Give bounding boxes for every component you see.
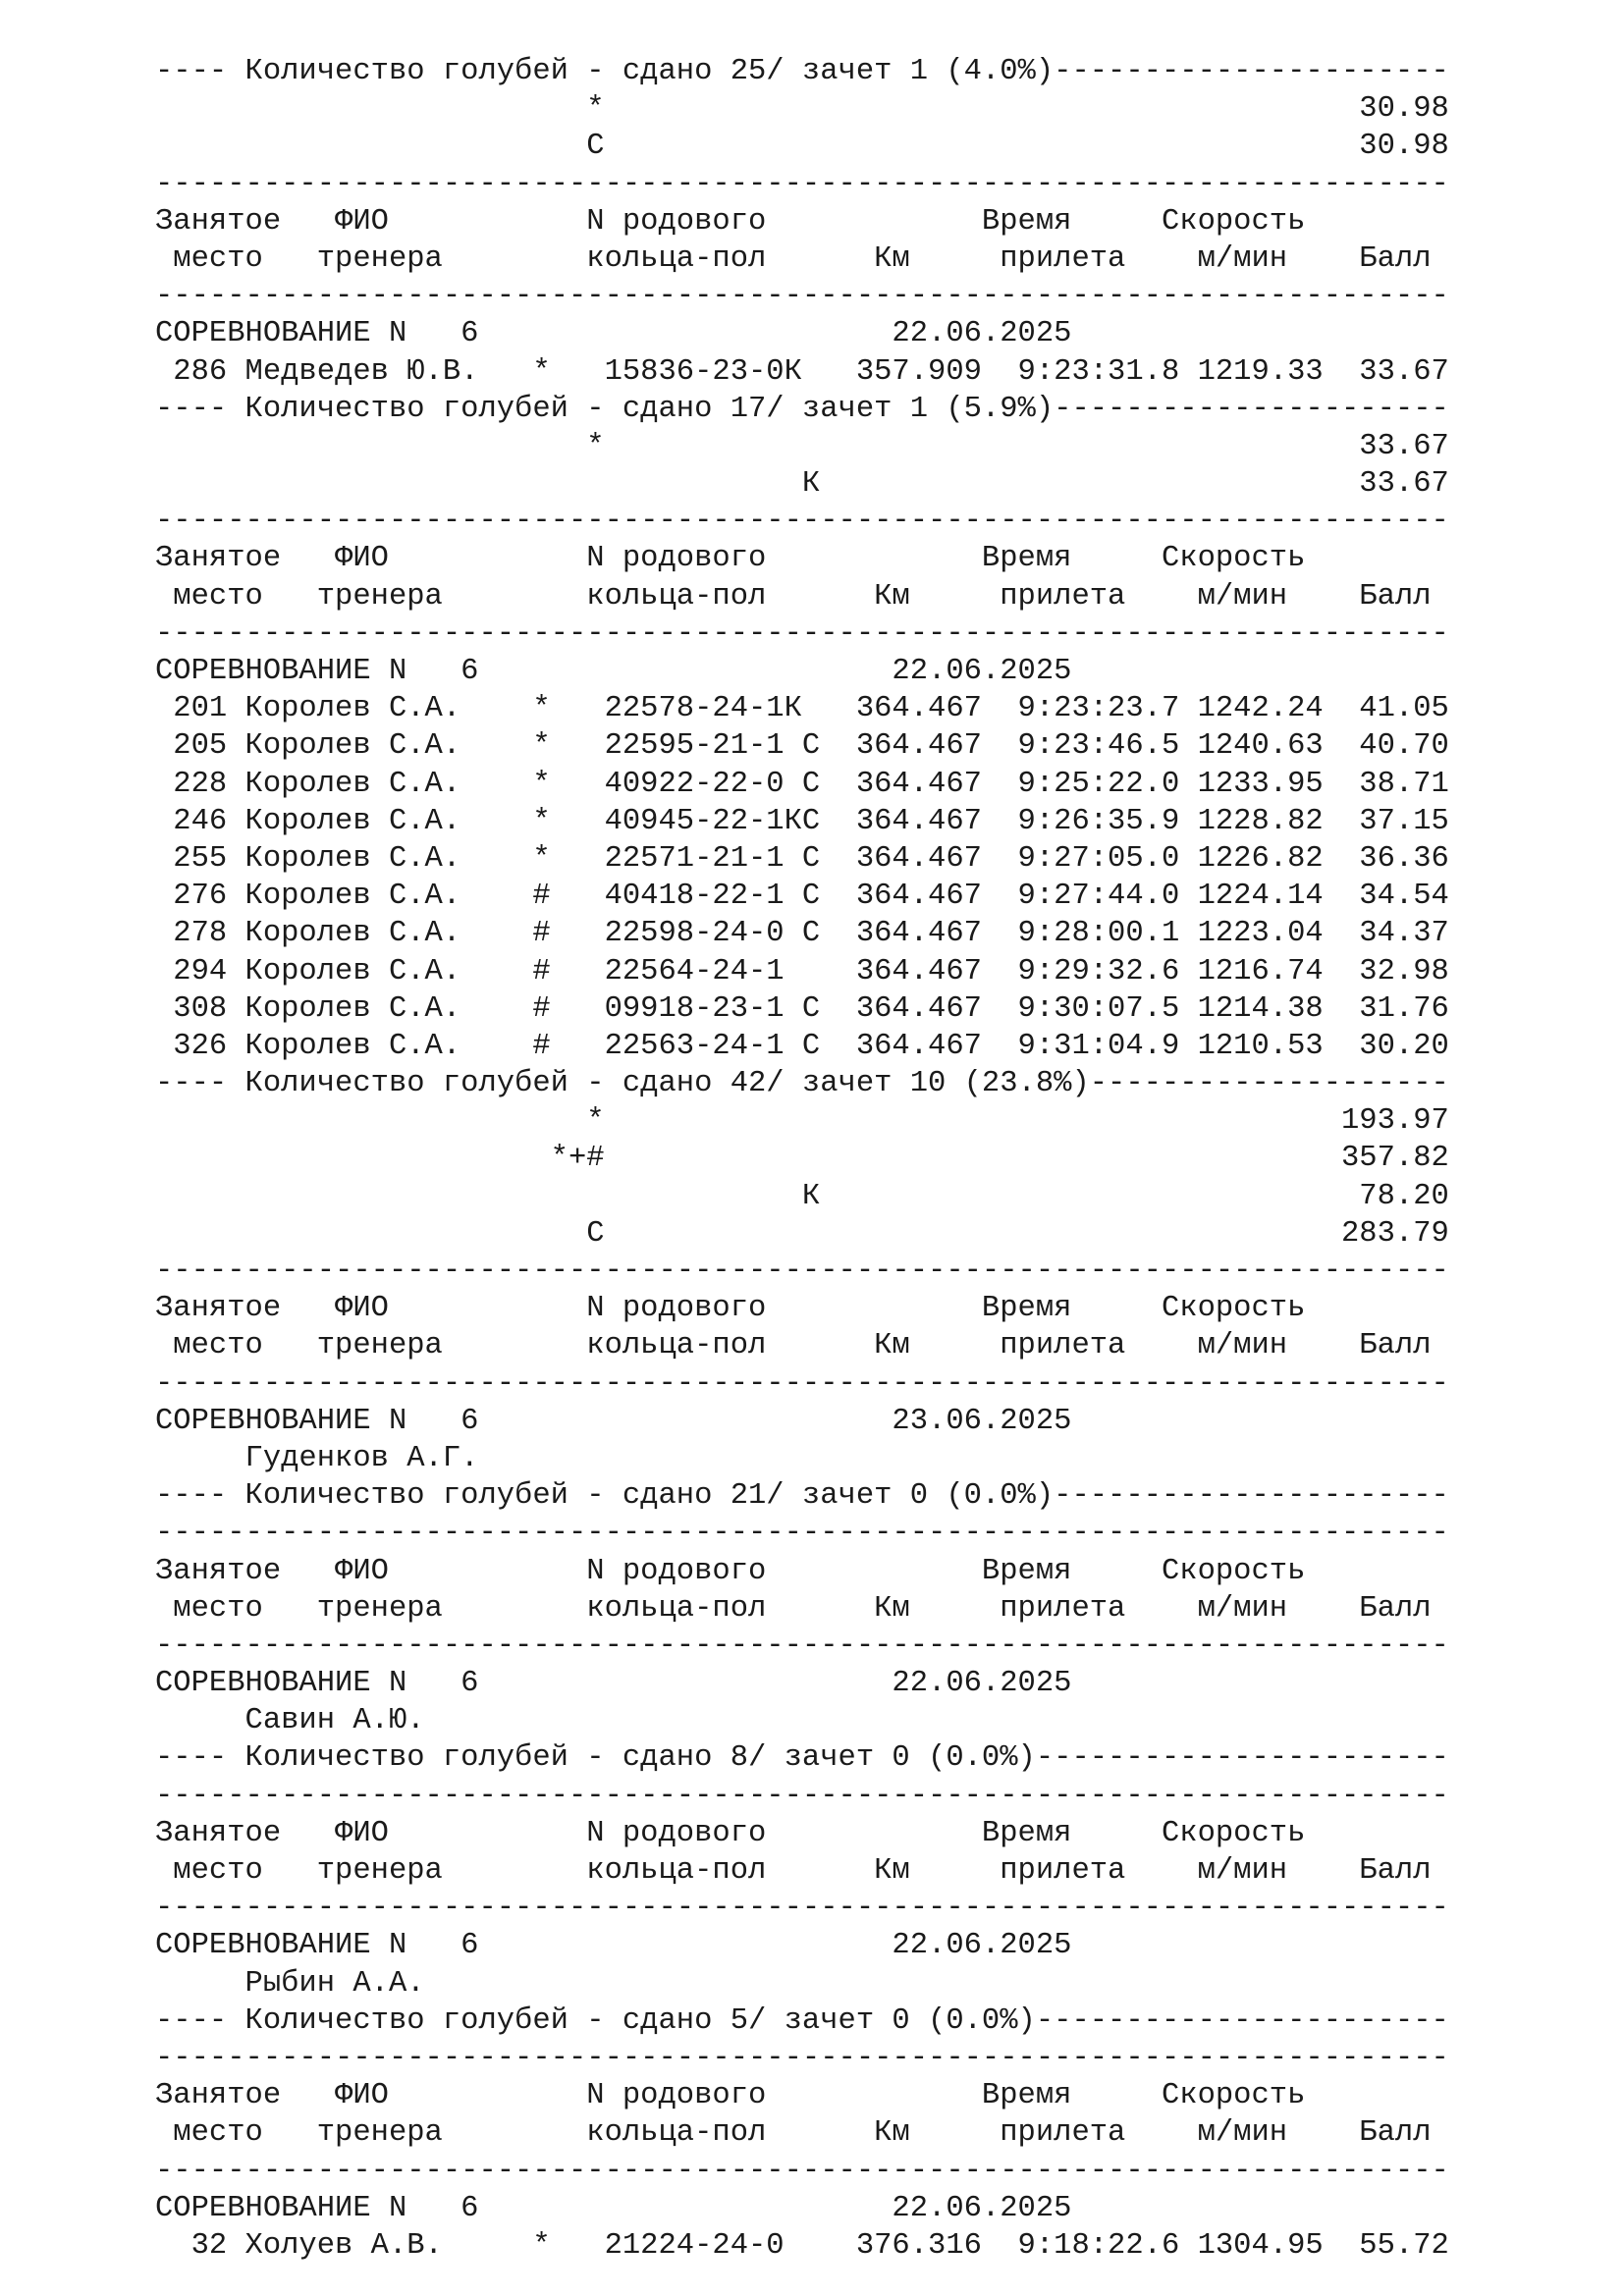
- table-header-line: Занятое ФИО N родового Время Скорость: [155, 1292, 1306, 1326]
- competition-heading: СОРЕВНОВАНИЕ N 6 22.06.2025: [155, 317, 1072, 351]
- summary-line: ---- Количество голубей - сдано 8/ зачет 0 (0.0%)-----------------------: [155, 1741, 1449, 1776]
- separator-line: ------------------------------------------------------------------------: [155, 1779, 1449, 1813]
- result-row: 255 Королев С.А. * 22571-21-1 С 364.467 9:27:05.0 1226.82 36.36: [155, 841, 1449, 876]
- summary-line: ---- Количество голубей - сдано 25/ зачет 1 (4.0%)----------------------: [155, 55, 1449, 88]
- summary-line: ---- Количество голубей - сдано 17/ зачет 1 (5.9%)----------------------: [155, 392, 1449, 426]
- separator-line: ------------------------------------------------------------------------: [155, 1366, 1449, 1401]
- table-header-line: Занятое ФИО N родового Время Скорость: [155, 1816, 1306, 1850]
- subtotal-line: * 30.98: [155, 92, 1449, 127]
- result-row: 326 Королев С.А. # 22563-24-1 С 364.467 9:31:04.9 1210.53 30.20: [155, 1029, 1449, 1063]
- separator-line: ------------------------------------------------------------------------: [155, 1629, 1449, 1663]
- separator-line: ------------------------------------------------------------------------: [155, 1517, 1449, 1551]
- table-header-line: место тренера кольца-пол Км прилета м/мин Балл: [155, 1591, 1432, 1626]
- competition-heading: СОРЕВНОВАНИЕ N 6 22.06.2025: [155, 1667, 1072, 1701]
- trainer-name-line: Рыбин А.А.: [155, 1966, 425, 2001]
- separator-line: ------------------------------------------------------------------------: [155, 167, 1449, 201]
- table-header-line: место тренера кольца-пол Км прилета м/мин Балл: [155, 579, 1432, 614]
- result-row: 286 Медведев Ю.В. * 15836-23-0К 357.909 9:23:31.8 1219.33 33.67: [155, 354, 1449, 389]
- summary-line: ---- Количество голубей - сдано 42/ зачет 10 (23.8%)--------------------: [155, 1067, 1449, 1101]
- result-row: 205 Королев С.А. * 22595-21-1 С 364.467 9:23:46.5 1240.63 40.70: [155, 729, 1449, 764]
- separator-line: ------------------------------------------------------------------------: [155, 2041, 1449, 2075]
- table-header-line: Занятое ФИО N родового Время Скорость: [155, 204, 1306, 239]
- table-header-line: место тренера кольца-пол Км прилета м/мин Балл: [155, 241, 1432, 276]
- competition-heading: СОРЕВНОВАНИЕ N 6 23.06.2025: [155, 1404, 1072, 1438]
- result-row: 276 Королев С.А. # 40418-22-1 С 364.467 9:27:44.0 1224.14 34.54: [155, 880, 1449, 914]
- trainer-name-line: Савин А.Ю.: [155, 1704, 425, 1738]
- table-header-line: место тренера кольца-пол Км прилета м/мин Балл: [155, 1854, 1432, 1888]
- subtotal-line: * 33.67: [155, 429, 1449, 463]
- subtotal-line: К 78.20: [155, 1179, 1449, 1213]
- table-header-line: Занятое ФИО N родового Время Скорость: [155, 2079, 1306, 2113]
- subtotal-line: С 283.79: [155, 1216, 1449, 1251]
- separator-line: ------------------------------------------------------------------------: [155, 616, 1449, 651]
- separator-line: ------------------------------------------------------------------------: [155, 1255, 1449, 1288]
- subtotal-line: К 33.67: [155, 467, 1449, 502]
- result-row: 294 Королев С.А. # 22564-24-1 364.467 9:29:32.6 1216.74 32.98: [155, 954, 1449, 988]
- subtotal-line: *+# 357.82: [155, 1142, 1449, 1176]
- result-row: 201 Королев С.А. * 22578-24-1К 364.467 9:23:23.7 1242.24 41.05: [155, 692, 1449, 726]
- table-header-line: Занятое ФИО N родового Время Скорость: [155, 542, 1306, 576]
- table-header-line: Занятое ФИО N родового Время Скорость: [155, 1554, 1306, 1588]
- result-row: 278 Королев С.А. # 22598-24-0 С 364.467 9:28:00.1 1223.04 34.37: [155, 917, 1449, 951]
- subtotal-line: * 193.97: [155, 1104, 1449, 1139]
- results-report: [155, 53, 1589, 2265]
- table-header-line: место тренера кольца-пол Км прилета м/мин Балл: [155, 2116, 1432, 2151]
- summary-line: ---- Количество голубей - сдано 5/ зачет 0 (0.0%)-----------------------: [155, 2003, 1449, 2038]
- table-header-line: место тренера кольца-пол Км прилета м/мин Балл: [155, 1329, 1432, 1363]
- result-row: 308 Королев С.А. # 09918-23-1 С 364.467 9:30:07.5 1214.38 31.76: [155, 991, 1449, 1026]
- separator-line: ------------------------------------------------------------------------: [155, 2154, 1449, 2188]
- competition-heading: СОРЕВНОВАНИЕ N 6 22.06.2025: [155, 2191, 1072, 2225]
- result-row: 246 Королев С.А. * 40945-22-1КС 364.467 9:26:35.9 1228.82 37.15: [155, 804, 1449, 838]
- separator-line: ------------------------------------------------------------------------: [155, 505, 1449, 539]
- result-row: 228 Королев С.А. * 40922-22-0 С 364.467 9:25:22.0 1233.95 38.71: [155, 767, 1449, 801]
- competition-heading: СОРЕВНОВАНИЕ N 6 22.06.2025: [155, 1929, 1072, 1963]
- competition-heading: СОРЕВНОВАНИЕ N 6 22.06.2025: [155, 655, 1072, 688]
- separator-line: ------------------------------------------------------------------------: [155, 280, 1449, 314]
- trainer-name-line: Гуденков А.Г.: [155, 1441, 479, 1475]
- subtotal-line: С 30.98: [155, 130, 1449, 164]
- result-row: 32 Холуев А.В. * 21224-24-0 376.316 9:18:22.6 1304.95 55.72: [155, 2228, 1449, 2263]
- summary-line: ---- Количество голубей - сдано 21/ зачет 0 (0.0%)----------------------: [155, 1479, 1449, 1514]
- separator-line: ------------------------------------------------------------------------: [155, 1892, 1449, 1926]
